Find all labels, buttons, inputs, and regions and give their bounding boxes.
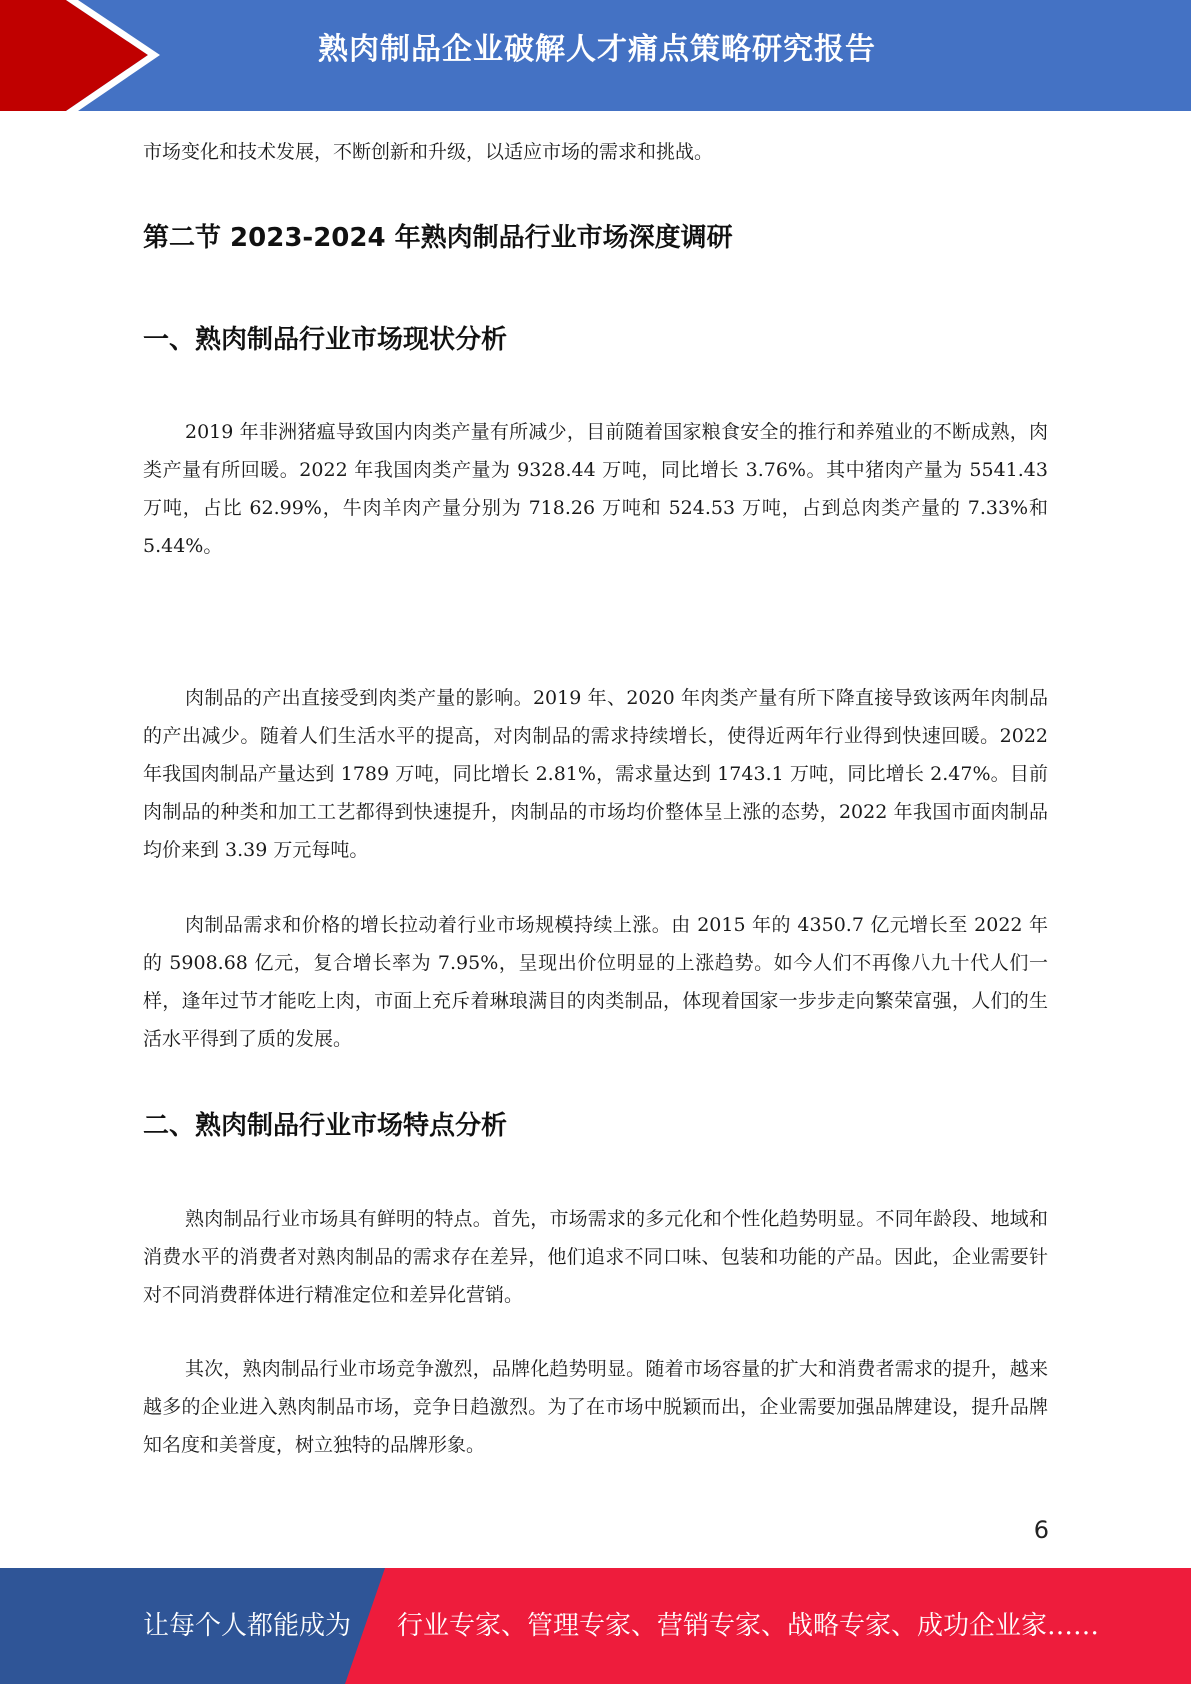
page-number: 6 xyxy=(1033,1516,1049,1544)
report-title: 熟肉制品企业破解人才痛点策略研究报告 xyxy=(318,32,876,67)
footer-slogan-right: 行业专家、管理专家、营销专家、战略专家、成功企业家…… xyxy=(397,1611,1100,1641)
intro-continuation: 市场变化和技术发展，不断创新和升级，以适应市场的需求和挑战。 xyxy=(143,141,714,163)
paragraph: 2019 年非洲猪瘟导致国内肉类产量有所减少，目前随着国家粮食安全的推行和养殖业的不断成熟，肉类产量有所回暖。2022 年我国肉类产量为 9328.44 万吨，同比增长 3.76%。其中猪肉产量为 5541.43 万吨，占比 62.99%，牛肉羊肉产量分别为 718.26 万吨和 524.53 万吨，占到总肉类产量的 7.33%和 5.44%。 xyxy=(143,421,1048,557)
section-title: 第二节 2023-2024 年熟肉制品行业市场深度调研 xyxy=(143,223,733,253)
footer-slogan-left: 让每个人都能成为 xyxy=(143,1611,352,1641)
paragraph: 熟肉制品行业市场具有鲜明的特点。首先，市场需求的多元化和个性化趋势明显。不同年龄段、地域和消费水平的消费者对熟肉制品的需求存在差异，他们追求不同口味、包装和功能的产品。因此，企业需要针对不同消费群体进行精准定位和差异化营销。 xyxy=(143,1208,1048,1306)
subsection-title-2: 二、熟肉制品行业市场特点分析 xyxy=(143,1111,508,1141)
paragraph: 其次，熟肉制品行业市场竞争激烈，品牌化趋势明显。随着市场容量的扩大和消费者需求的提升，越来越多的企业进入熟肉制品市场，竞争日趋激烈。为了在市场中脱颖而出，企业需要加强品牌建设，提升品牌知名度和美誉度，树立独特的品牌形象。 xyxy=(143,1358,1048,1456)
page-footer xyxy=(0,1568,1191,1684)
page-header xyxy=(0,0,1191,111)
subsection-title-1: 一、熟肉制品行业市场现状分析 xyxy=(143,325,508,355)
paragraph: 肉制品需求和价格的增长拉动着行业市场规模持续上涨。由 2015 年的 4350.7 亿元增长至 2022 年的 5908.68 亿元，复合增长率为 7.95%，呈现出价位明显的上涨趋势。如今人们不再像八九十代人们一样，逢年过节才能吃上肉，市面上充斥着琳琅满目的肉类制品，体现着国家一步步走向繁荣富强，人们的生活水平得到了质的发展。 xyxy=(143,914,1048,1050)
paragraph: 肉制品的产出直接受到肉类产量的影响。2019 年、2020 年肉类产量有所下降直接导致该两年肉制品的产出减少。随着人们生活水平的提高，对肉制品的需求持续增长，使得近两年行业得到快速回暖。2022 年我国肉制品产量达到 1789 万吨，同比增长 2.81%，需求量达到 1743.1 万吨，同比增长 2.47%。目前肉制品的种类和加工工艺都得到快速提升，肉制品的市场均价整体呈上涨的态势，2022 年我国市面肉制品均价来到 3.39 万元每吨。 xyxy=(143,687,1048,861)
